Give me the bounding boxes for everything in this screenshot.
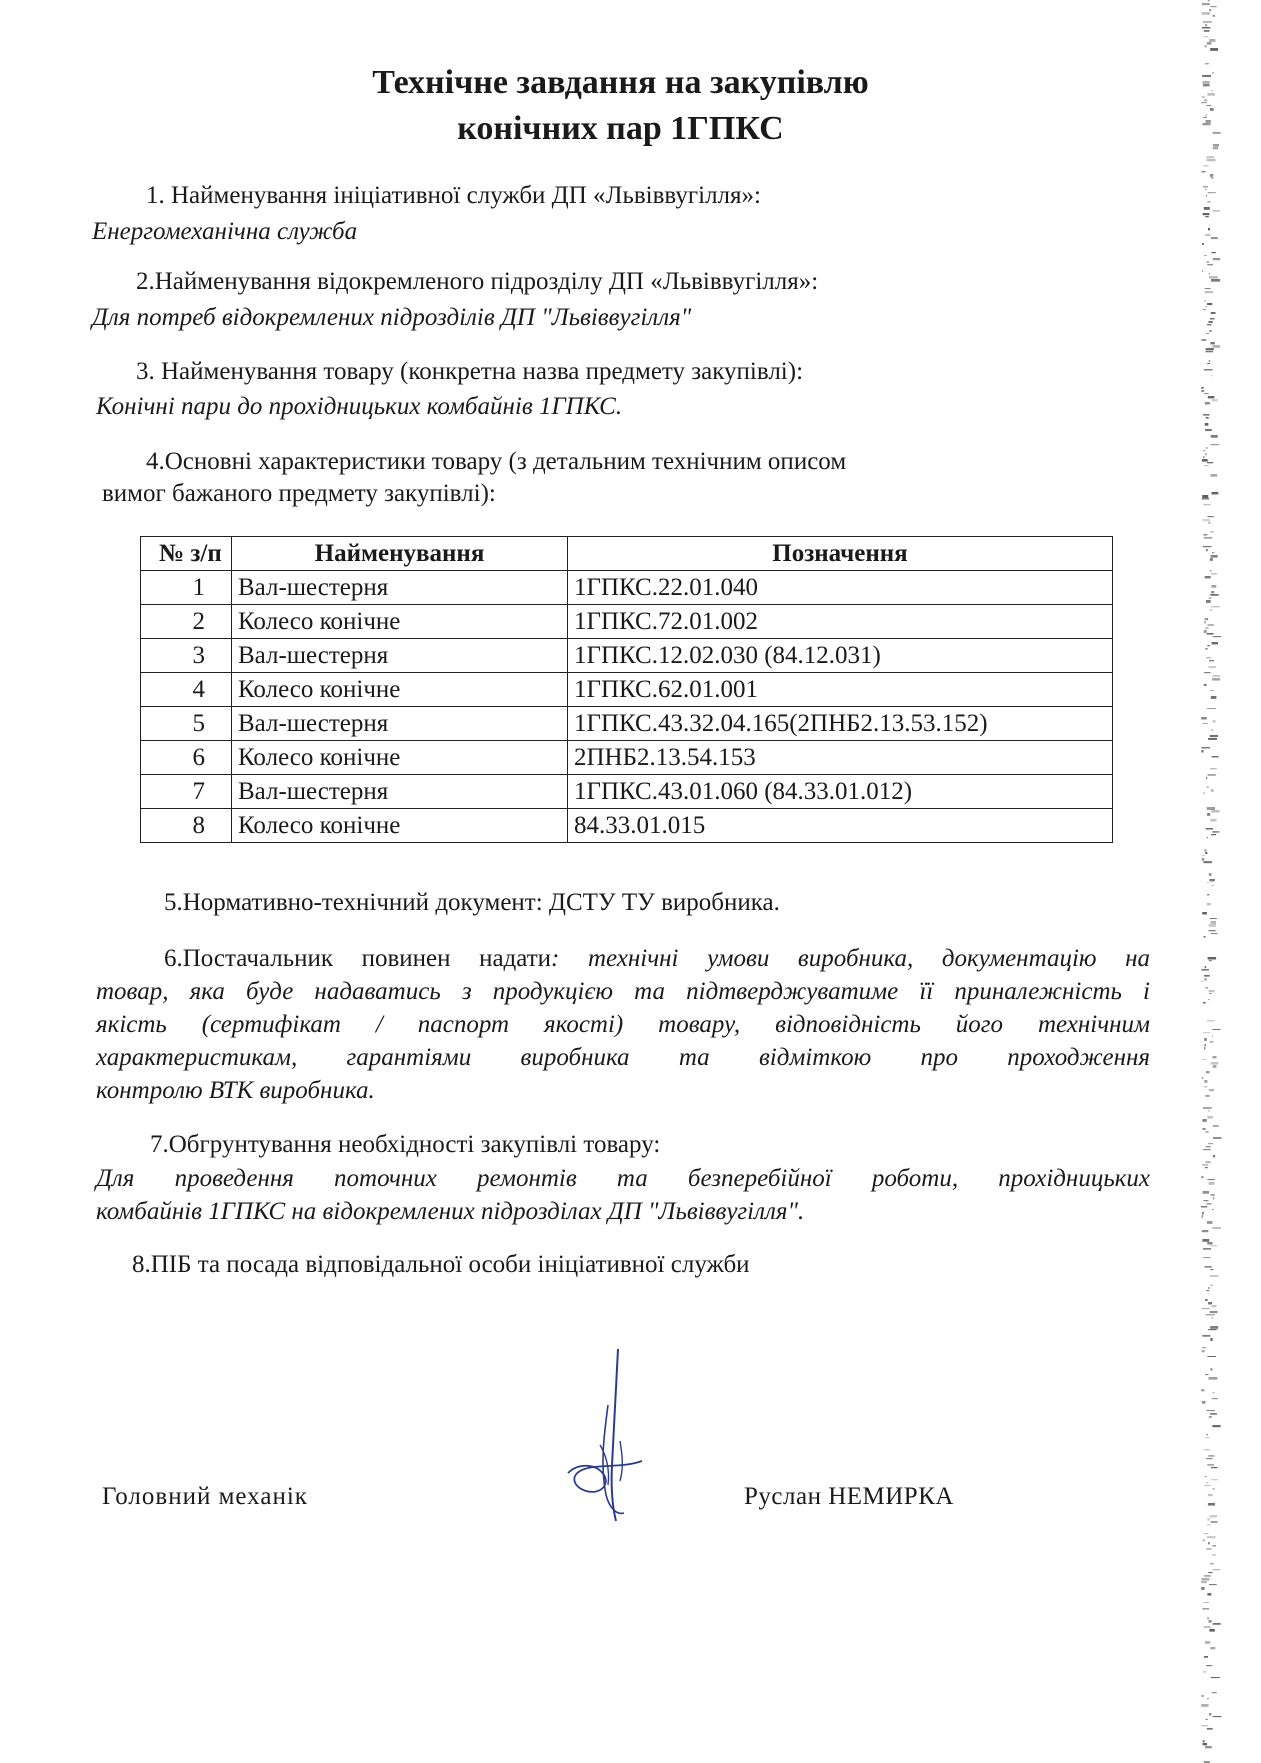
- handwritten-signature-icon: [560, 1345, 650, 1525]
- row-name: Вал-шестерня: [232, 571, 568, 605]
- table-row: [141, 741, 1113, 775]
- row-designation: 84.33.01.015: [568, 809, 1113, 843]
- table-row: [141, 707, 1113, 741]
- section-7-line-1: Для проведення поточних ремонтів та безперебійної роботи, прохідницьких: [96, 1165, 1150, 1192]
- section-2-value: Для потреб відокремлених підрозділів ДП "Львіввугілля": [92, 304, 692, 331]
- signatory-position: Головний механік: [102, 1483, 308, 1510]
- row-name: Колесо конічне: [232, 741, 568, 775]
- row-designation: 1ГПКС.62.01.001: [568, 673, 1113, 707]
- header-designation: Позначення: [568, 537, 1113, 571]
- row-name: Вал-шестерня: [232, 707, 568, 741]
- table-header-row: [141, 537, 1113, 571]
- row-number: 5: [141, 707, 232, 741]
- section-6-line-4: характеристикам, гарантіями виробника та відміткою про проходження: [96, 1044, 1150, 1071]
- row-number: 7: [141, 775, 232, 809]
- section-6-paragraph: [96, 942, 1150, 1107]
- row-designation: 1ГПКС.22.01.040: [568, 571, 1113, 605]
- section-7-paragraph: [96, 1162, 1150, 1228]
- signatory-name: Руслан НЕМИРКА: [744, 1483, 954, 1510]
- section-7-line-2: комбайнів 1ГПКС на відокремлених підрозділах ДП "Львіввугілля".: [96, 1198, 805, 1225]
- spec-table: [140, 536, 1113, 843]
- row-designation: 1ГПКС.12.02.030 (84.12.031): [568, 639, 1113, 673]
- title-line-1: Технічне завдання на закупівлю: [372, 64, 869, 101]
- row-designation: 1ГПКС.43.01.060 (84.33.01.012): [568, 775, 1113, 809]
- section-6-line-2: товар, яка буде надаватись з продукцією та підтверджуватиме її приналежність і: [96, 978, 1150, 1005]
- section-4-label-line-2: вимог бажаного предмету закупівлі):: [102, 480, 496, 507]
- row-number: 3: [141, 639, 232, 673]
- row-name: Колесо конічне: [232, 809, 568, 843]
- row-number: 4: [141, 673, 232, 707]
- section-1-label: 1. Найменування ініціативної служби ДП «Львіввугілля»:: [146, 182, 761, 209]
- section-2-label: 2.Найменування відокремленого підрозділу ДП «Львіввугілля»:: [136, 268, 819, 295]
- row-number: 6: [141, 741, 232, 775]
- section-3-value: Конічні пари до прохідницьких комбайнів 1ГПКС.: [96, 393, 623, 420]
- row-number: 8: [141, 809, 232, 843]
- section-6-line-5: контролю ВТК виробника.: [96, 1077, 375, 1104]
- row-number: 2: [141, 605, 232, 639]
- section-1-value: Енергомеханічна служба: [92, 218, 358, 245]
- header-name: Найменування: [232, 537, 568, 571]
- row-number: 1: [141, 571, 232, 605]
- scan-edge-artifact: [1193, 0, 1227, 1763]
- table-row: [141, 673, 1113, 707]
- table-row: [141, 775, 1113, 809]
- row-designation: 2ПНБ2.13.54.153: [568, 741, 1113, 775]
- row-name: Вал-шестерня: [232, 775, 568, 809]
- section-3-label: 3. Найменування товару (конкретна назва предмету закупівлі):: [136, 358, 804, 385]
- row-name: Колесо конічне: [232, 605, 568, 639]
- section-7-label: 7.Обгрунтування необхідності закупівлі товару:: [150, 1131, 661, 1158]
- table-row: [141, 571, 1113, 605]
- section-8-label: 8.ПІБ та посада відповідальної особи ініціативної служби: [132, 1251, 750, 1278]
- table-row: [141, 605, 1113, 639]
- section-4-label-line-1: 4.Основні характеристики товару (з детальним технічним описом: [146, 448, 847, 475]
- section-6-line-3: якість (сертифікат / паспорт якості) товару, відповідність його технічним: [96, 1011, 1150, 1038]
- table-row: [141, 639, 1113, 673]
- title-line-2: конічних пар 1ГПКС: [457, 110, 784, 147]
- row-name: Колесо конічне: [232, 673, 568, 707]
- section-5-label: 5.Нормативно-технічний документ: ДСТУ ТУ виробника.: [164, 889, 780, 916]
- row-designation: 1ГПКС.43.32.04.165(2ПНБ2.13.53.152): [568, 707, 1113, 741]
- table-row: [141, 809, 1113, 843]
- document-title: [0, 60, 1261, 152]
- section-6-lead: 6.Постачальник повинен надати: [164, 945, 552, 972]
- row-designation: 1ГПКС.72.01.002: [568, 605, 1113, 639]
- row-name: Вал-шестерня: [232, 639, 568, 673]
- section-6-line-1-rest: : технічні умови виробника, документацію на: [551, 945, 1150, 972]
- header-number: № з/п: [141, 537, 232, 571]
